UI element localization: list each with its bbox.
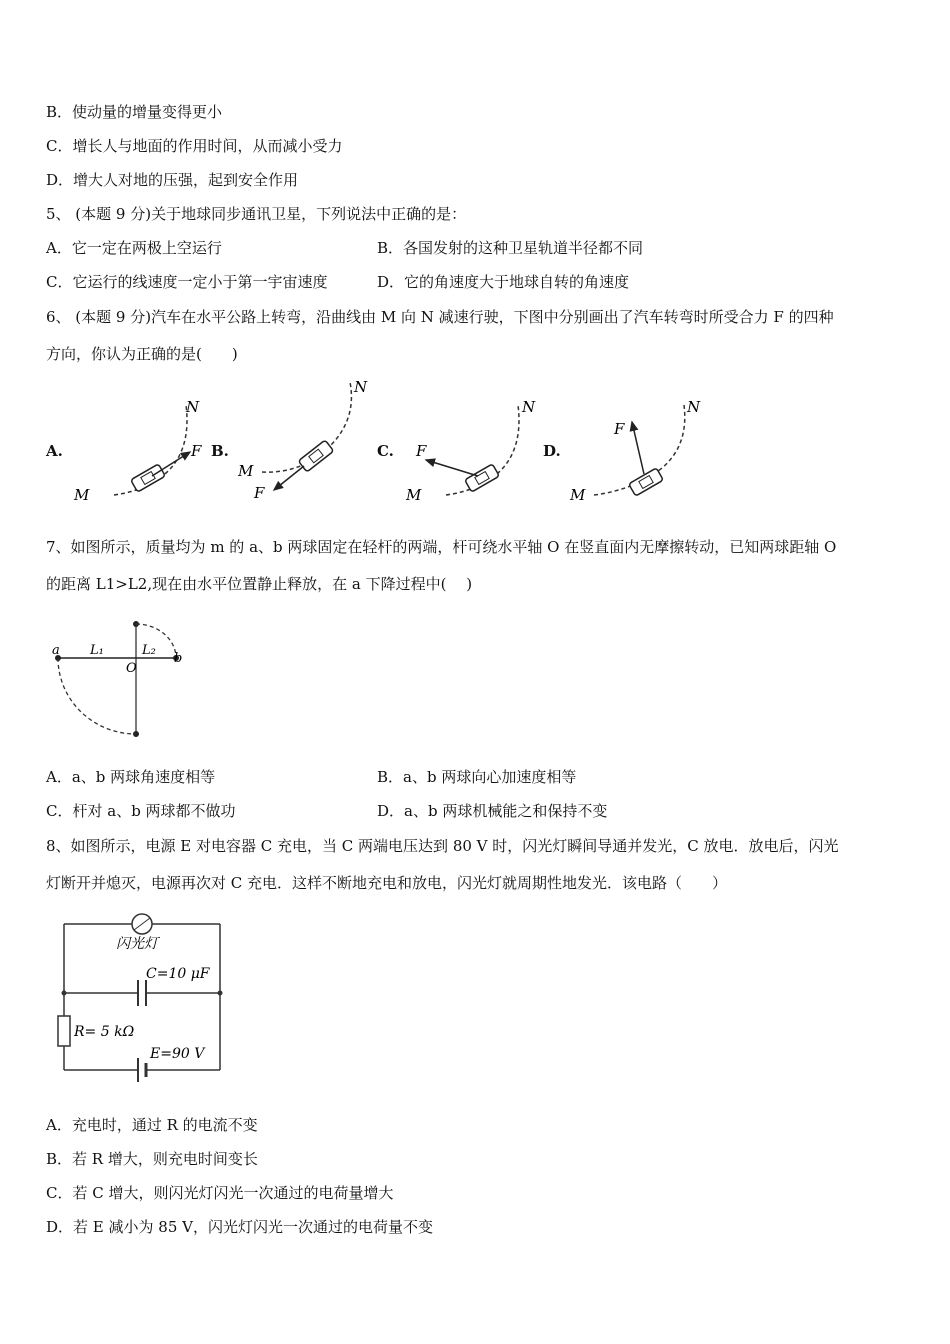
q6-figure-b [232, 374, 382, 510]
force-arrow [274, 466, 304, 490]
q6-figure-c [398, 390, 548, 510]
path-a [58, 658, 136, 734]
q7-option-c: C．杆对 a、b 两球都不做功 [46, 802, 236, 820]
force-arrow [632, 422, 644, 474]
label-e: E=90 V [150, 1046, 205, 1062]
q5-option-d: D．它的角速度大于地球自转的角速度 [377, 273, 630, 291]
label-f: F [191, 442, 202, 460]
q5-option-c: C．它运行的线速度一定小于第一宇宙速度 [46, 273, 328, 291]
q6-figure-d [564, 390, 714, 510]
q6-label-b: B. [211, 442, 229, 460]
q4-option-d: D．增大人对地的压强，起到安全作用 [46, 171, 299, 189]
label-c: C=10 μF [146, 966, 210, 982]
q8-option-b: B．若 R 增大，则充电时间变长 [46, 1150, 258, 1168]
q8-option-d: D．若 E 减小为 85 V，闪光灯闪光一次通过的电荷量不变 [46, 1218, 433, 1236]
q6-stem-line1: 6、 (本题 9 分)汽车在水平公路上转弯，沿曲线由 M 向 N 减速行驶，下图中分别画出了汽车转弯时所受合力 F 的四种 [46, 308, 834, 326]
car-icon [629, 468, 664, 496]
label-m: M [74, 486, 90, 504]
label-l2: L₂ [142, 643, 156, 658]
label-lamp: 闪光灯 [116, 936, 158, 952]
q7-option-a: A．a、b 两球角速度相等 [46, 768, 216, 786]
q6-label-c: C. [377, 442, 394, 460]
resistor-icon [58, 1016, 70, 1046]
q6-figure-a [66, 390, 216, 510]
label-n: N [687, 398, 701, 416]
q4-option-b: B．使动量的增量变得更小 [46, 103, 223, 121]
label-m: M [238, 462, 254, 480]
q8-stem-line1: 8、如图所示，电源 E 对电容器 C 充电，当 C 两端电压达到 80 V 时，闪光灯瞬间导通并发光，C 放电．放电后，闪光 [46, 837, 839, 855]
label-m: M [406, 486, 422, 504]
q8-option-a: A．充电时，通过 R 的电流不变 [46, 1116, 258, 1134]
q7-option-d: D．a、b 两球机械能之和保持不变 [377, 802, 608, 820]
q7-option-b: B．a、b 两球向心加速度相等 [377, 768, 577, 786]
label-f: F [614, 420, 625, 438]
label-o: O [126, 661, 137, 676]
label-n: N [186, 398, 200, 416]
q4-option-c: C．增长人与地面的作用时间，从而减小受力 [46, 137, 343, 155]
q8-stem-line2: 灯断开并熄灭，电源再次对 C 充电．这样不断地充电和放电，闪光灯就周期性地发光．该电路（ ） [46, 874, 728, 892]
q7-figure [44, 612, 204, 752]
label-f: F [254, 484, 265, 502]
q5-option-b: B．各国发射的这种卫星轨道半径都不同 [377, 239, 644, 257]
q5-option-a: A．它一定在两极上空运行 [46, 239, 222, 257]
q8-option-c: C．若 C 增大，则闪光灯闪光一次通过的电荷量增大 [46, 1184, 394, 1202]
label-r: R= 5 kΩ [74, 1024, 135, 1040]
q7-stem-line2: 的距离 L1>L2,现在由水平位置静止释放，在 a 下降过程中( ) [46, 575, 473, 593]
label-n: N [522, 398, 536, 416]
q8-circuit-figure [50, 906, 235, 1086]
label-m: M [570, 486, 586, 504]
label-l1: L₁ [90, 643, 104, 658]
force-arrow [152, 452, 190, 476]
q6-label-d: D. [543, 442, 561, 460]
q7-stem-line1: 7、如图所示，质量均为 m 的 a、b 两球固定在轻杆的两端，杆可绕水平轴 O 在竖直面内无摩擦转动，已知两球距轴 O [46, 538, 837, 556]
car-icon [131, 464, 166, 492]
label-b: b [174, 651, 183, 666]
label-f: F [416, 442, 427, 460]
force-arrow [426, 460, 478, 476]
label-n: N [354, 378, 368, 396]
q6-stem-line2: 方向，你认为正确的是( ) [46, 345, 238, 363]
car-icon [465, 464, 500, 492]
q5-stem: 5、 (本题 9 分)关于地球同步通讯卫星，下列说法中正确的是： [46, 205, 467, 223]
label-a: a [52, 643, 60, 658]
q6-label-a: A. [46, 442, 63, 460]
